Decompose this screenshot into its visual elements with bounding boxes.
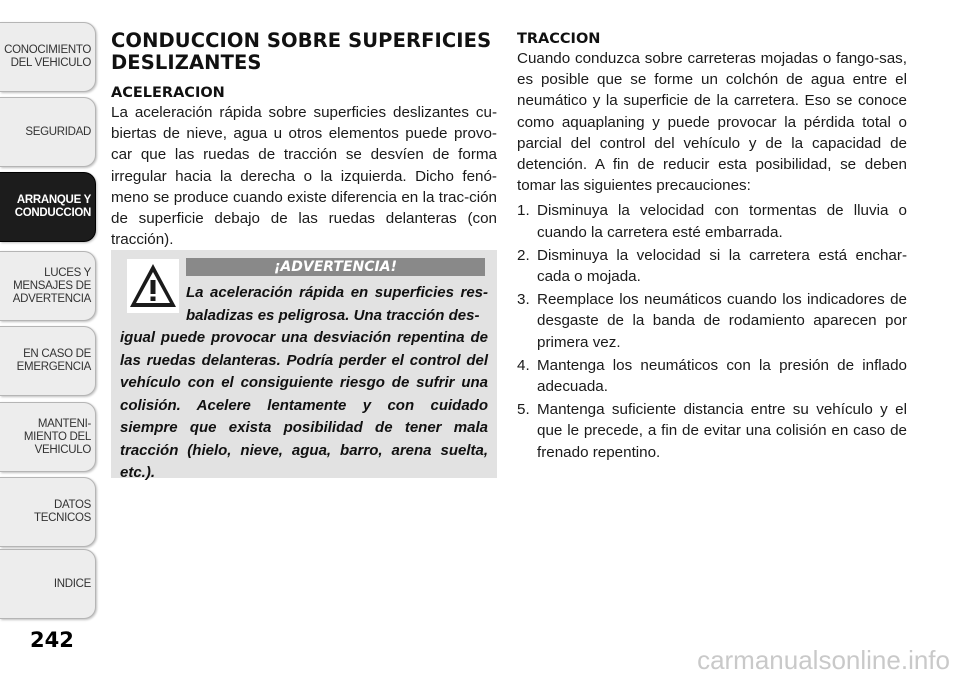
list-item-number: 4. [517, 356, 530, 374]
tab-datos-tecnicos[interactable] [0, 477, 96, 547]
tab-mantenimiento[interactable] [0, 402, 96, 472]
tab-label: ARRANQUE Y CONDUCCION [14, 194, 91, 219]
right-column [517, 30, 907, 465]
page-number: 242 [30, 628, 74, 652]
warning-title: ¡ADVERTENCIA! [186, 258, 485, 276]
list-item-text: Disminuya la velocidad si la carretera está enchar-cada o mojada. [537, 246, 907, 286]
tab-label: SEGURIDAD [25, 125, 91, 138]
tab-seguridad[interactable] [0, 97, 96, 167]
list-item-number: 5. [517, 401, 530, 419]
warning-box [111, 250, 497, 481]
tab-label: MANTENI- MIENTO DEL VEHICULO [23, 417, 91, 456]
section-heading-traccion: TRACCION [517, 31, 601, 47]
page-title-line-1: CONDUCCION SOBRE SUPERFICIES [111, 29, 492, 52]
watermark: carmanualsonline.info [697, 645, 950, 675]
warning-triangle-icon [127, 259, 179, 313]
list-item-number: 3. [517, 291, 530, 309]
tab-en-caso-de-emergencia[interactable] [0, 326, 96, 396]
list-item [517, 289, 907, 353]
list-item-text: Mantenga suficiente distancia entre su vehículo y el que le precede, a fin de evitar una colisión en caso de frenado repentino. [537, 401, 907, 461]
precautions-list [517, 200, 907, 462]
list-item-text: Mantenga los neumáticos con la presión de inflado adecuada. [537, 356, 907, 396]
list-item [517, 200, 907, 242]
tab-label: INDICE [53, 577, 91, 590]
traccion-paragraph: Cuando conduzca sobre carreteras mojadas o fango-sas, es posible que se forme un colchón de agua entre el neumático y la superficie de la carretera. Eso se conoce como aquaplaning y puede provocar la pérdida total o parcial del control del vehículo y de la capacidad de detención. A fin de reducir esta posibilidad, se deben tomar las siguientes precauciones: [517, 50, 907, 195]
section-heading-aceleracion: ACELERACION [111, 85, 225, 101]
list-item [517, 399, 907, 463]
list-item-number: 2. [517, 246, 530, 264]
page-title-line-2: DESLIZANTES [111, 51, 262, 74]
warning-text-first: La aceleración rápida en superficies res-baladizas es peligrosa. Una tracción des- [186, 284, 488, 324]
tab-label: EN CASO DE EMERGENCIA [16, 348, 91, 373]
list-item-text: Disminuya la velocidad con tormentas de lluvia o cuando la carretera esté embarrada. [537, 202, 907, 241]
tab-arranque-y-conduccion[interactable] [0, 172, 96, 242]
list-item-text: Reemplace los neumáticos cuando los indicadores de desgaste de la banda de rodamiento aparecen por primera vez. [537, 291, 907, 351]
list-item-number: 1. [517, 202, 530, 220]
tab-label: DATOS TECNICOS [33, 499, 91, 524]
tab-indice[interactable] [0, 549, 96, 619]
list-item [517, 245, 907, 287]
warning-text-rest: igual puede provocar una desviación repentina de las ruedas delanteras. Podría perder el control del vehículo con el consiguiente riesgo de sufrir una colisión. Acelere lentamente y con cuidado siempre que exista posibilidad de tener mala tracción (hielo, nieve, agua, barro, arena suelta, etc.). [120, 329, 488, 481]
list-item [517, 355, 907, 397]
tab-label: CONOCIMIENTO DEL VEHICULO [4, 44, 91, 69]
page-title [111, 30, 497, 74]
tab-conocimiento-del-vehiculo[interactable] [0, 22, 96, 92]
aceleracion-paragraph: La aceleración rápida sobre superficies deslizantes cu-biertas de nieve, agua u otros elementos puede provo-car que las ruedas de tracción se desvíen de forma irregular hacia la derecha o la izquierda. Dicho fenó-meno se produce cuando existe diferencia en la trac-ción de superficie debajo de las ruedas delanteras (con tracción). [111, 104, 497, 249]
tab-label: LUCES Y MENSAJES DE ADVERTENCIA [12, 266, 91, 305]
left-column [111, 30, 497, 250]
tab-luces-y-mensajes[interactable] [0, 251, 96, 321]
